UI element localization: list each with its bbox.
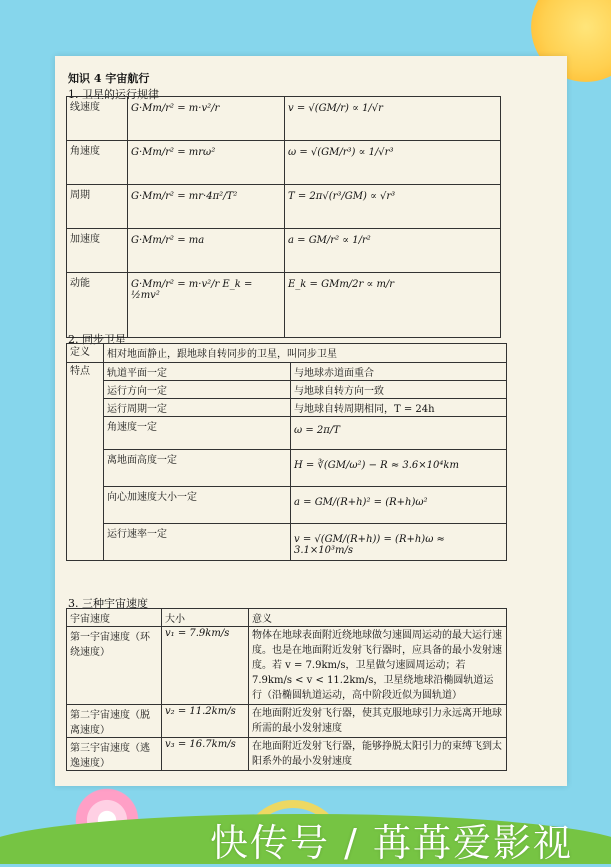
table-row: 线速度 G·Mm/r² = m·v²/r v = √(GM/r) ∝ 1/√r — [67, 97, 501, 141]
table-row: 第三宇宙速度（逃逸速度） v₃ = 16.7km/s 在地面附近发射飞行器，能够挣脱太阳引力的束缚飞到太阳系外的最小发射速度 — [67, 738, 507, 771]
geo-satellite-table — [66, 343, 507, 561]
table-row: 离地面高度一定 H = ∛(GM/ω²) − R ≈ 3.6×10⁴km — [67, 450, 507, 487]
table-row: 运行周期一定 与地球自转周期相同，T = 24h — [67, 399, 507, 417]
table-header-row: 宇宙速度 大小 意义 — [67, 609, 507, 627]
section2-title: 2. 同步卫星 — [68, 333, 126, 346]
cosmic-velocity-table — [66, 608, 507, 771]
table-row: 第一宇宙速度（环绕速度） v₁ = 7.9km/s 物体在地球表面附近绕地球做匀速圆周运动的最大运行速度。也是在地面附近发射飞行器时，应具备的最小发射速度。若 v = 7.9km/s，卫星做匀速圆周运动；若7.9km/s < v < 11.2km/s，卫星绕地球沿椭圆轨道运行（沿椭圆轨道运动，高中阶段近似为圆轨道） — [67, 627, 507, 705]
orbit-law-table — [66, 96, 501, 338]
table-row: 第二宇宙速度（脱离速度） v₂ = 11.2km/s 在地面附近发射飞行器，使其克服地球引力永远离开地球所需的最小发射速度 — [67, 705, 507, 738]
table-row: 向心加速度大小一定 a = GM/(R+h)² = (R+h)ω² — [67, 487, 507, 524]
table-row: 运行方向一定 与地球自转方向一致 — [67, 381, 507, 399]
table-row: 周期 G·Mm/r² = mr·4π²/T² T = 2π√(r³/GM) ∝ √r³ — [67, 185, 501, 229]
page-heading: 知识 4 宇宙航行 — [68, 72, 150, 85]
table-row: 动能 G·Mm/r² = m·v²/r E_k = ½mv² E_k = GMm/2r ∝ m/r — [67, 273, 501, 338]
table-row: 加速度 G·Mm/r² = ma a = GM/r² ∝ 1/r² — [67, 229, 501, 273]
table-row: 角速度 G·Mm/r² = mrω² ω = √(GM/r³) ∝ 1/√r³ — [67, 141, 501, 185]
section3-title: 3. 三种宇宙速度 — [68, 597, 148, 610]
watermark: 快传号 / 苒苒爱影视 — [210, 821, 573, 865]
table-row: 运行速率一定 v = √(GM/(R+h)) = (R+h)ω ≈ 3.1×10³m/s — [67, 524, 507, 561]
table-row: 角速度一定 ω = 2π/T — [67, 417, 507, 450]
section1-title: 1. 卫星的运行规律 — [68, 88, 159, 101]
table-row: 定义 相对地面静止，跟地球自转同步的卫星，叫同步卫星 — [67, 344, 507, 363]
table-row: 特点 轨道平面一定 与地球赤道面重合 — [67, 363, 507, 381]
